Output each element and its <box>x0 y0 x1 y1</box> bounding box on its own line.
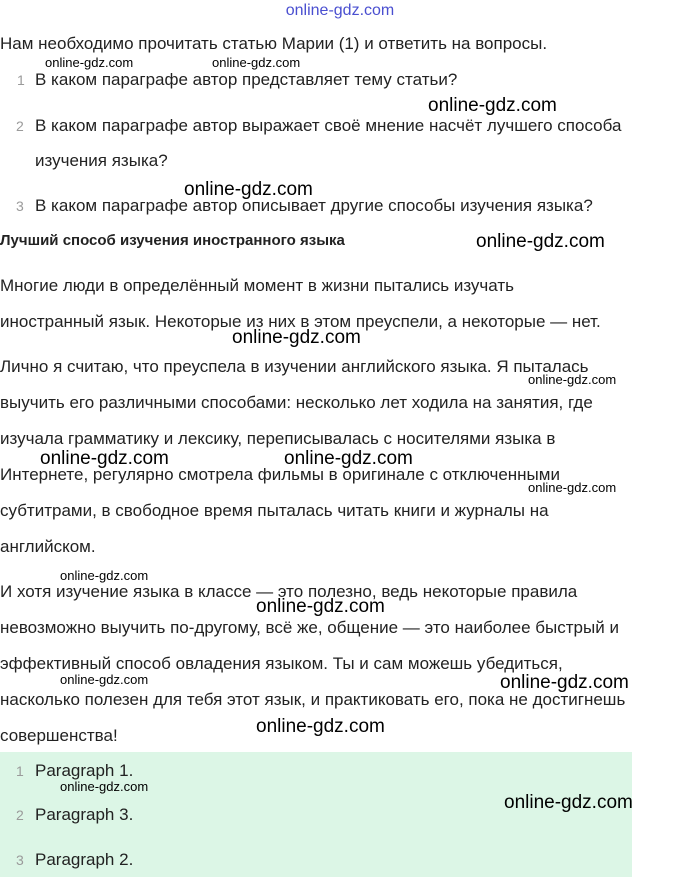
watermark: online-gdz.com <box>232 327 361 348</box>
watermark: online-gdz.com <box>60 568 149 583</box>
watermark: online-gdz.com <box>60 779 149 794</box>
answer-3-number: 3 <box>16 852 24 868</box>
watermark: online-gdz.com <box>476 231 605 252</box>
article-line: эффективный способ овладения языком. Ты и сам можешь убедиться, <box>0 654 563 673</box>
watermark: online-gdz.com <box>500 672 629 693</box>
article-line: И хотя изучение языка в классе — это полезно, ведь некоторые правила <box>0 582 578 601</box>
article-line: Многие люди в определённый момент в жизни пытались изучать <box>0 276 515 295</box>
watermark: online-gdz.com <box>45 55 134 70</box>
article-line: Лично я считаю, что преуспела в изучении английского языка. Я пыталась <box>0 357 589 376</box>
article-title: Лучший способ изучения иностранного языка <box>0 232 345 249</box>
watermark: online-gdz.com <box>256 716 385 737</box>
article-line: выучить его различными способами: несколько лет ходила на занятия, где <box>0 393 593 412</box>
question-2-number: 2 <box>16 118 24 134</box>
question-1-number: 1 <box>17 72 25 88</box>
intro-text: Нам необходимо прочитать статью Марии (1) и ответить на вопросы. <box>0 34 548 53</box>
watermark: online-gdz.com <box>528 372 617 387</box>
answer-2-text: Paragraph 3. <box>35 805 134 824</box>
article-line: иностранный язык. Некоторые из них в этом преуспели, а некоторые — нет. <box>0 312 601 331</box>
answer-2-number: 2 <box>16 807 24 823</box>
answer-3-text: Paragraph 2. <box>35 850 134 869</box>
watermark: online-gdz.com <box>212 55 301 70</box>
watermark-top: online-gdz.com <box>285 2 395 19</box>
watermark: online-gdz.com <box>40 448 169 469</box>
question-2-text-line-2: изучения языка? <box>35 151 168 170</box>
question-2-text-line-1: В каком параграфе автор выражает своё мнение насчёт лучшего способа <box>35 116 622 135</box>
watermark: online-gdz.com <box>528 480 617 495</box>
answers-box <box>0 752 632 877</box>
article-line: Интернете, регулярно смотрела фильмы в оригинале с отключенными <box>0 465 560 484</box>
question-3-number: 3 <box>16 198 24 214</box>
article-line: невозможно выучить по-другому, всё же, общение — это наиболее быстрый и <box>0 618 619 637</box>
article-line: субтитрами, в свободное время пыталась читать книги и журналы на <box>0 501 549 520</box>
answer-1-number: 1 <box>16 763 24 779</box>
watermark: online-gdz.com <box>60 672 149 687</box>
article-line: совершенства! <box>0 726 118 745</box>
article-line: изучала грамматику и лексику, переписывалась с носителями языка в <box>0 429 556 448</box>
watermark: online-gdz.com <box>504 792 633 813</box>
watermark: online-gdz.com <box>284 448 413 469</box>
article-line: насколько полезен для тебя этот язык, и практиковать его, пока не достигнешь <box>0 690 626 709</box>
answer-1-text: Paragraph 1. <box>35 761 134 780</box>
article-line: английском. <box>0 537 96 556</box>
question-3-text: В каком параграфе автор описывает другие способы изучения языка? <box>35 196 593 215</box>
watermark: online-gdz.com <box>428 95 557 116</box>
watermark: online-gdz.com <box>256 596 385 617</box>
watermark: online-gdz.com <box>184 179 313 200</box>
question-1-text: В каком параграфе автор представляет тему статьи? <box>35 70 458 89</box>
